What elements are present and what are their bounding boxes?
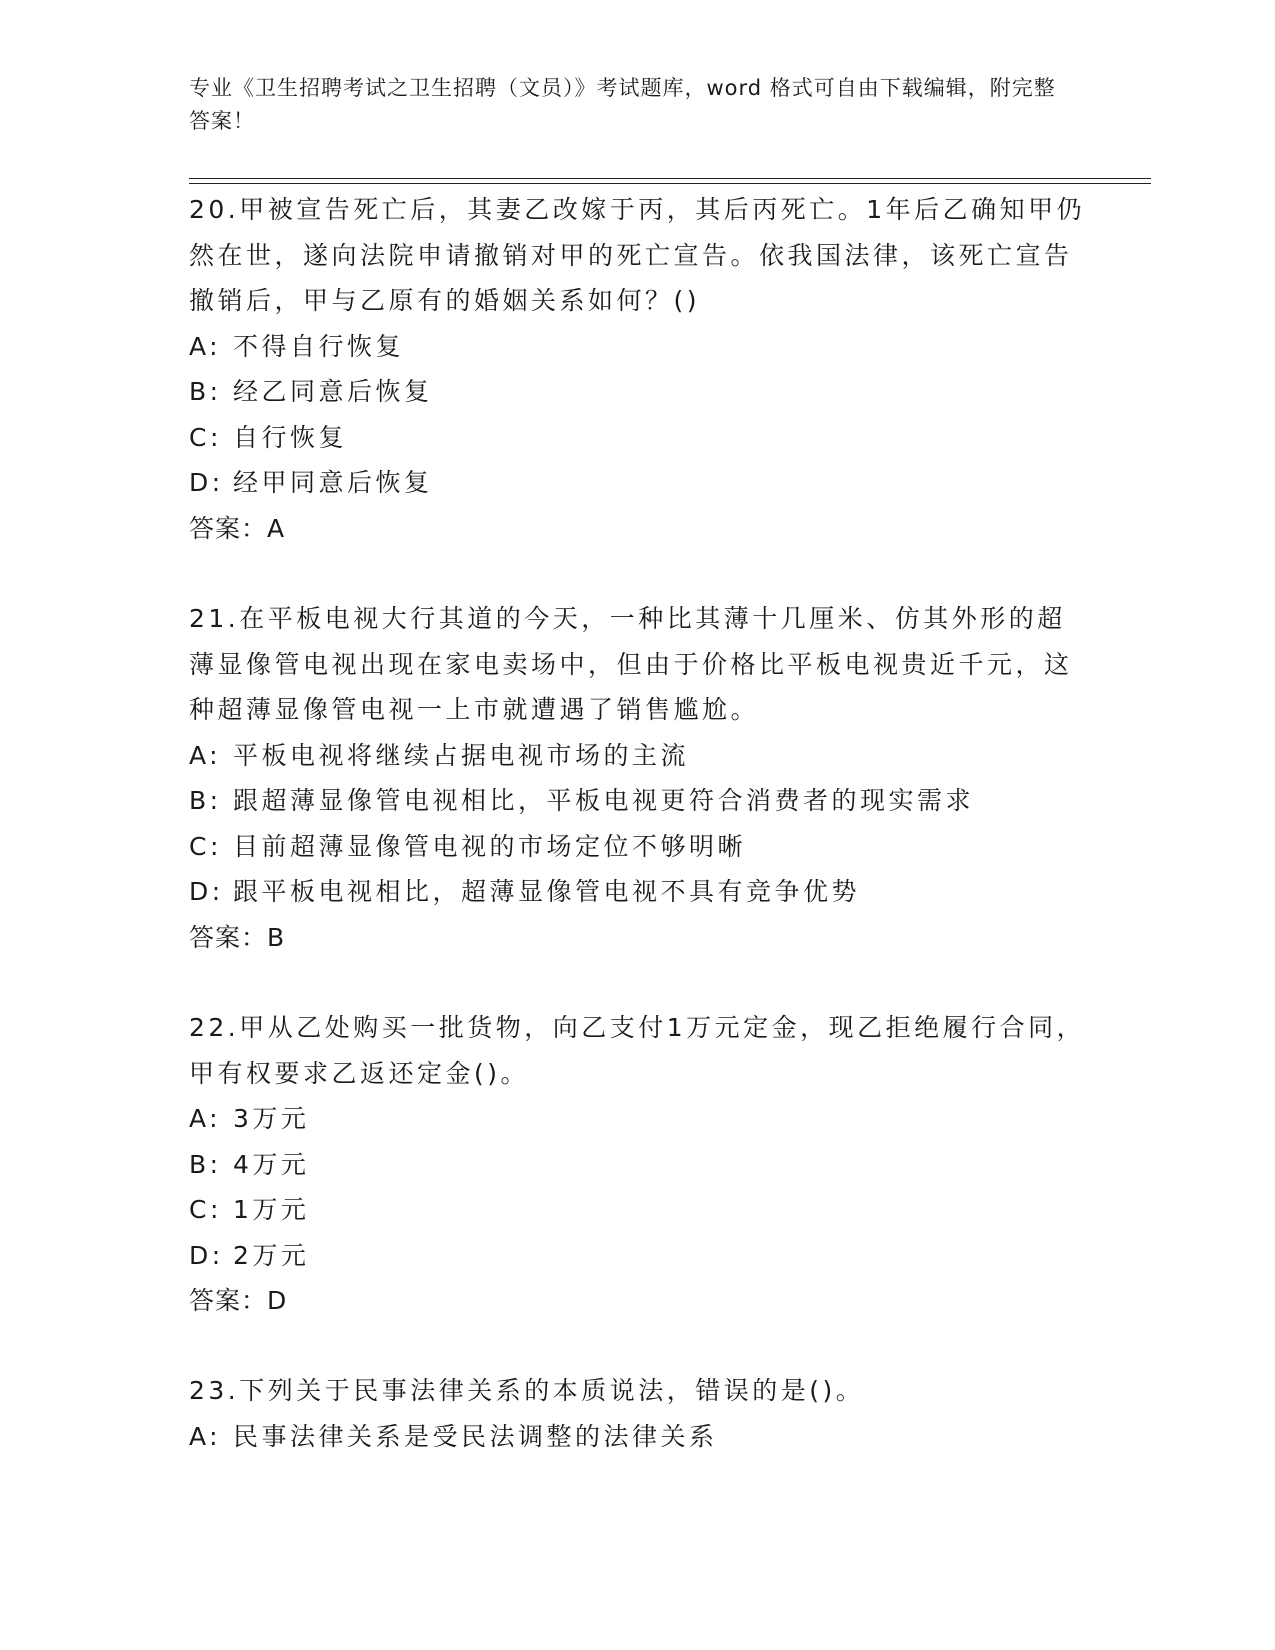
option-text: 2万元 — [233, 1240, 310, 1270]
option-d — [189, 869, 1089, 915]
option-b — [189, 778, 1089, 824]
header-divider-bottom — [189, 183, 1151, 184]
option-text: 跟平板电视相比，超薄显像管电视不具有竞争优势 — [233, 877, 861, 906]
option-d — [189, 460, 1089, 506]
option-text: 3万元 — [233, 1104, 310, 1133]
question-stem: 21.在平板电视大行其道的今天，一种比其薄十几厘米、仿其外形的超薄显像管电视出现在家电卖场中，但由于价格比平板电视贵近千元，这种超薄显像管电视一上市就遭遇了销售尴尬。 — [189, 604, 1073, 724]
answer-label: 答案：A — [189, 513, 286, 543]
question-22 — [189, 1005, 1089, 1324]
question-stem: 22.甲从乙处购买一批货物，向乙支付1万元定金，现乙拒绝履行合同，甲有权要求乙返还定金()。 — [189, 1013, 1086, 1088]
option-d — [189, 1233, 1089, 1279]
question-20 — [189, 187, 1089, 551]
option-text: 经甲同意后恢复 — [233, 468, 433, 497]
option-text: 不得自行恢复 — [233, 331, 405, 361]
option-key: C: — [189, 422, 222, 452]
option-a — [189, 1096, 1089, 1142]
header-divider-top — [189, 178, 1151, 179]
option-key: D: — [189, 877, 224, 906]
answer-label: 答案：D — [189, 1286, 288, 1315]
option-a — [189, 733, 1089, 779]
option-text: 跟超薄显像管电视相比，平板电视更符合消费者的现实需求 — [233, 786, 975, 815]
option-key: A: — [189, 331, 222, 361]
option-text: 4万元 — [233, 1149, 310, 1179]
option-c — [189, 415, 1089, 461]
option-b — [189, 369, 1089, 415]
option-text: 民事法律关系是受民法调整的法律关系 — [233, 1421, 718, 1451]
question-stem: 20.甲被宣告死亡后，其妻乙改嫁于丙，其后丙死亡。1年后乙确知甲仍然在世，遂向法院申请撤销对甲的死亡宣告。依我国法律，该死亡宣告撤销后，甲与乙原有的婚姻关系如何？() — [189, 195, 1086, 315]
option-key: C: — [189, 1195, 222, 1224]
option-text: 自行恢复 — [233, 422, 348, 452]
option-text: 1万元 — [233, 1195, 310, 1224]
option-key: A: — [189, 740, 222, 770]
answer-label: 答案：B — [189, 922, 286, 952]
option-key: D: — [189, 1240, 224, 1270]
option-b — [189, 1142, 1089, 1188]
option-key: B: — [189, 377, 222, 406]
question-stem: 23.下列关于民事法律关系的本质说法，错误的是()。 — [189, 1376, 865, 1405]
option-key: B: — [189, 1149, 222, 1179]
option-key: A: — [189, 1104, 222, 1133]
option-key: A: — [189, 1421, 222, 1451]
option-a — [189, 324, 1089, 370]
option-key: B: — [189, 786, 222, 815]
document-header: 专业《卫生招聘考试之卫生招聘（文员）》考试题库，word 格式可自由下载编辑，附完整答案！ — [189, 76, 1056, 133]
option-text: 经乙同意后恢复 — [233, 377, 433, 406]
question-23 — [189, 1368, 1089, 1459]
option-text: 平板电视将继续占据电视市场的主流 — [233, 740, 690, 770]
question-21 — [189, 596, 1089, 960]
option-key: C: — [189, 831, 222, 861]
option-c — [189, 824, 1089, 870]
option-text: 目前超薄显像管电视的市场定位不够明晰 — [233, 831, 747, 861]
option-a — [189, 1414, 1089, 1460]
option-c — [189, 1187, 1089, 1233]
option-key: D: — [189, 468, 224, 497]
